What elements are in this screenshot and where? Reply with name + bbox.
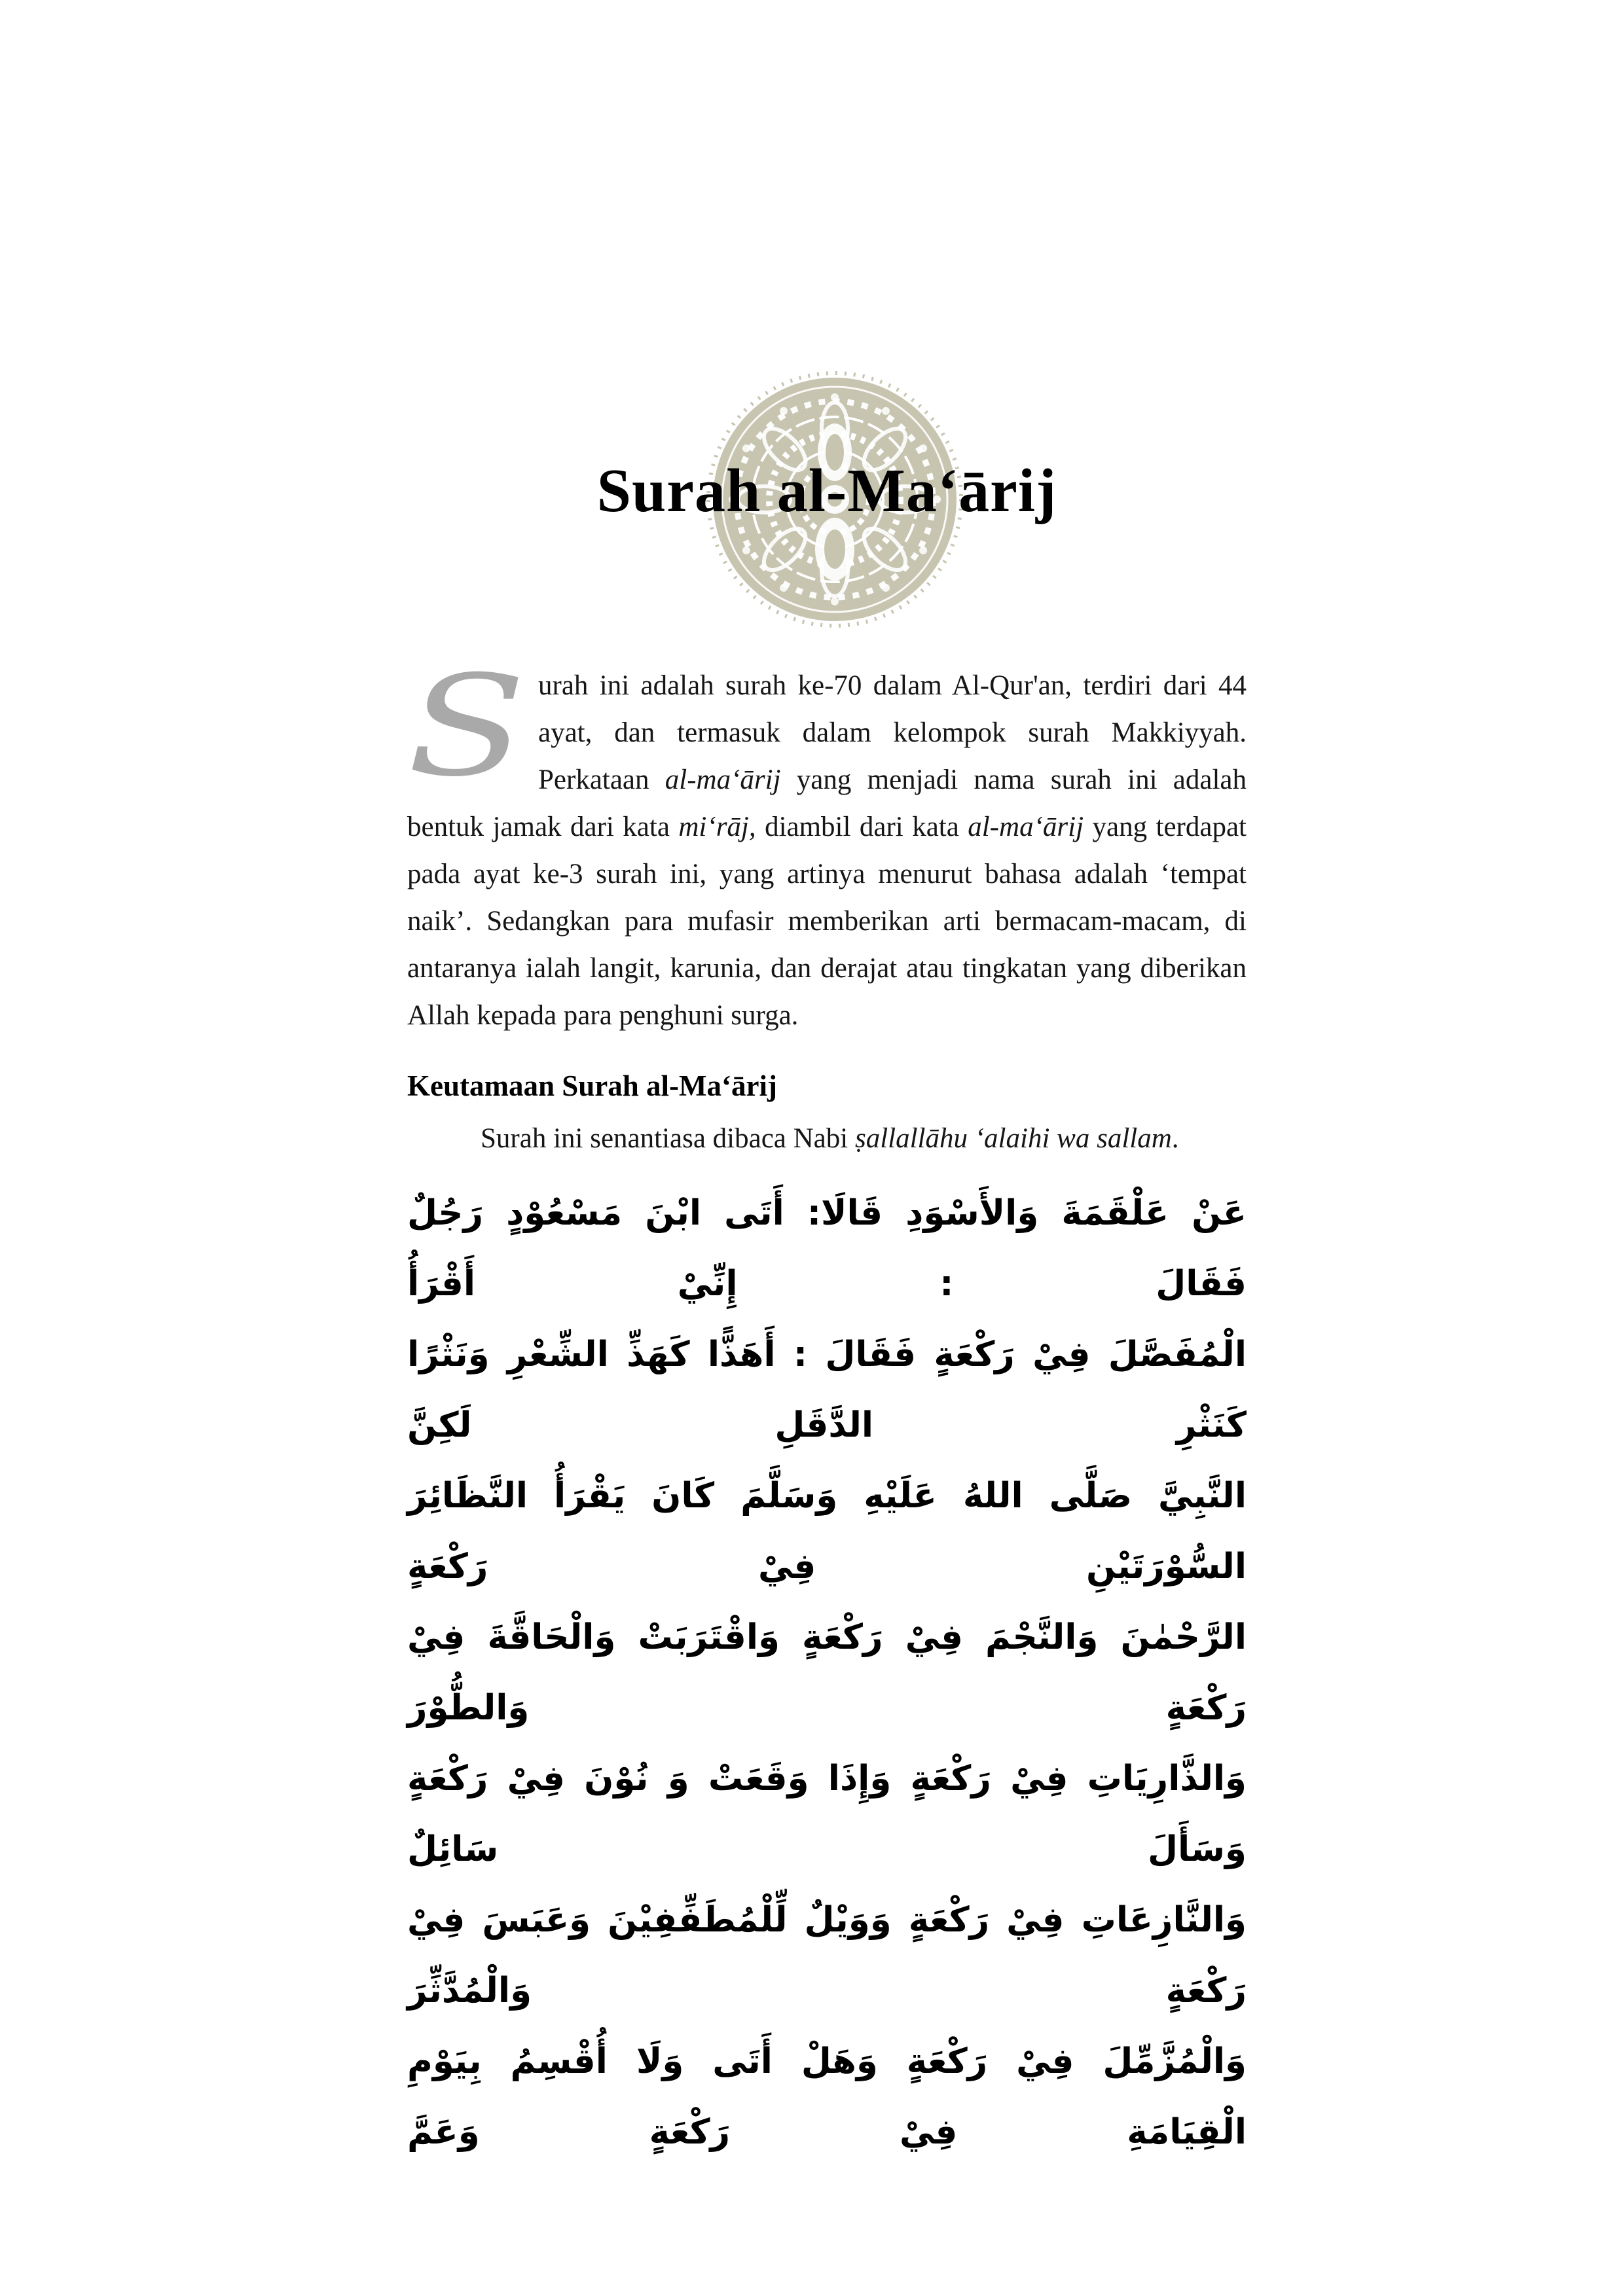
intro-segment: diambil dari kata (756, 812, 968, 842)
arabic-line: الْمُفَصَّلَ فِيْ رَكْعَةٍ فَقَالَ : أَهَذًّا كَهَذِّ الشِّعْرِ وَنَثْرًا كَنَثْرِ الدَّقَلِ لَكِنَّ (407, 1335, 1247, 1445)
intro-segment-italic: mi‘rāj, (678, 812, 756, 842)
section-heading: Keutamaan Surah al-Ma‘ārij (407, 1069, 777, 1102)
intro-paragraph (407, 645, 1247, 1039)
intro-segment: yang terdapat pada ayat ke-3 surah ini, yang artinya menurut bahasa adalah ‘tempat naik’. Sedangkan para mufasir memberikan arti bermacam-macam, di antaranya ialah langit, karunia, dan derajat atau tingkatan yang diberikan Allah kepada para penghuni surga. (407, 812, 1247, 1031)
arabic-line: وَالذَّارِيَاتِ فِيْ رَكْعَةٍ وَإِذَا وَقَعَتْ وَ نُوْنَ فِيْ رَكْعَةٍ وَسَأَلَ سَائِلٌ (407, 1759, 1247, 1869)
hadith-arabic-block (407, 1178, 1247, 2168)
arabic-line: وَالْمُزَّمِّلَ فِيْ رَكْعَةٍ وَهَلْ أَتَى وَلَا أُقْسِمُ بِيَوْمِ الْقِيَامَةِ فِيْ رَكْعَةٍ وَعَمَّ (407, 2041, 1247, 2152)
intro-segment: yang menjadi nama surah ini adalah bentuk jamak dari kata (407, 764, 1247, 842)
arabic-line: عَنْ عَلْقَمَةَ وَالأَسْوَدِ قَالَا: أَتَى ابْنَ مَسْعُوْدٍ رَجُلٌ فَقَالَ : إِنِّيْ أَقْرَأُ (407, 1193, 1247, 1304)
lead-line (407, 1115, 1247, 1162)
drop-cap: S (407, 645, 526, 807)
page-title: Surah al-Ma‘ārij (596, 457, 1057, 525)
arabic-line: النَّبِيَّ صَلَّى اللهُ عَلَيْهِ وَسَلَّمَ كَانَ يَقْرَأُ النَّظَائِرَ السُّوْرَتَيْنِ فِيْ رَكْعَةٍ (407, 1476, 1247, 1587)
arabic-line: وَالنَّازِعَاتِ فِيْ رَكْعَةٍ وَوَيْلٌ لِّلْمُطَفِّفِيْنَ وَعَبَسَ فِيْ رَكْعَةٍ وَالْمُدَّثِّرَ (407, 1900, 1247, 2011)
intro-segment: urah ini adalah surah ke-70 dalam Al-Qur'an, terdiri dari 44 ayat, dan termasuk dalam kelompok surah Makkiyyah. Perkataan (538, 670, 1247, 795)
lead-segment: Surah ini senantiasa dibaca Nabi (481, 1123, 855, 1154)
intro-segment-italic: al-ma‘ārij (665, 764, 781, 795)
text-column (407, 645, 1247, 2168)
arabic-line: الرَّحْمٰنَ وَالنَّجْمَ فِيْ رَكْعَةٍ وَاقْتَرَبَتْ وَالْحَاقَّةَ فِيْ رَكْعَةٍ وَالطُّوْرَ (407, 1617, 1247, 1728)
lead-segment-italic: ṣallallāhu ‘alaihi wa sallam (854, 1123, 1172, 1154)
lead-segment: . (1171, 1123, 1179, 1154)
intro-segment-italic: al-ma‘ārij (968, 812, 1084, 842)
